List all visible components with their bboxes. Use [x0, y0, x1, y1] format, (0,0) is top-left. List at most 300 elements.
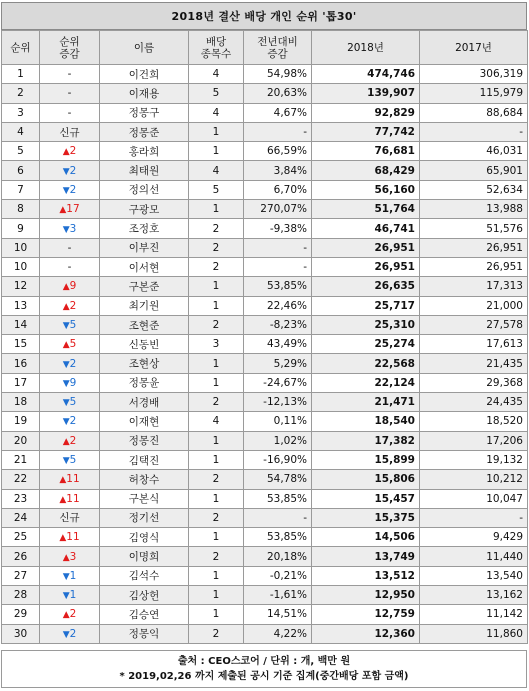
- stock-count-cell: [189, 65, 244, 84]
- amount-2017-value: 11,440: [486, 550, 523, 563]
- table-row: [2, 65, 528, 84]
- stock-count-value: 1: [212, 376, 220, 389]
- rank-change-cell: [40, 238, 100, 257]
- yoy-change-value: 14,51%: [266, 608, 307, 621]
- stock-count-cell: [189, 335, 244, 354]
- name-cell: [100, 84, 189, 103]
- amount-2017-cell: [420, 142, 528, 161]
- stock-count-cell: [189, 180, 244, 199]
- header-stocks-label: 배당 종목수: [200, 35, 232, 60]
- yoy-change-cell: [244, 180, 312, 199]
- yoy-change-value: 270,07%: [260, 203, 307, 216]
- amount-2017-cell: [420, 315, 528, 334]
- table-body: [2, 65, 528, 644]
- up-arrow-icon: ▲: [59, 475, 67, 486]
- name-cell: [100, 200, 189, 219]
- stock-count-value: 2: [212, 222, 220, 235]
- rank-value: 10: [13, 241, 28, 254]
- amount-2018-cell: [312, 277, 420, 296]
- yoy-change-value: 20,18%: [266, 550, 307, 563]
- stock-count-value: 2: [212, 241, 220, 254]
- yoy-change-cell: [244, 238, 312, 257]
- name-value: 김상헌: [128, 589, 160, 602]
- yoy-change-cell: [244, 470, 312, 489]
- amount-2017-cell: [420, 605, 528, 624]
- rank-cell: [2, 528, 40, 547]
- amount-2018-value: 26,635: [374, 280, 415, 293]
- rank-change-cell: [40, 277, 100, 296]
- amount-2017-value: 88,684: [486, 106, 523, 119]
- rank-change-cell: [40, 315, 100, 334]
- stock-count-value: 5: [212, 87, 220, 100]
- yoy-change-value: -: [303, 261, 307, 274]
- up-arrow-icon: ▲: [59, 205, 67, 216]
- amount-2018-cell: [312, 315, 420, 334]
- yoy-change-value: 54,78%: [266, 473, 307, 486]
- rank-cell: [2, 508, 40, 527]
- down-arrow-icon: ▼: [62, 591, 70, 602]
- name-value: 이건희: [128, 68, 160, 81]
- table-row: [2, 566, 528, 585]
- stock-count-cell: [189, 122, 244, 141]
- amount-2018-value: 51,764: [374, 203, 415, 216]
- stock-count-cell: [189, 624, 244, 643]
- amount-2018-value: 15,806: [374, 473, 415, 486]
- amount-2017-value: 65,901: [486, 164, 523, 177]
- stock-count-value: 1: [212, 434, 220, 447]
- rank-change-value: 2: [69, 357, 77, 370]
- rank-change-value: 1: [69, 589, 77, 602]
- yoy-change-cell: [244, 354, 312, 373]
- rank-change-cell: [40, 65, 100, 84]
- amount-2017-value: 26,951: [486, 241, 523, 254]
- amount-2017-cell: [420, 508, 528, 527]
- amount-2017-value: 21,435: [486, 357, 523, 370]
- amount-2018-value: 13,512: [374, 569, 415, 582]
- table-row: [2, 315, 528, 334]
- rank-change-cell: [40, 624, 100, 643]
- stock-count-cell: [189, 431, 244, 450]
- rank-value: 16: [13, 357, 28, 370]
- stock-count-cell: [189, 373, 244, 392]
- amount-2018-cell: [312, 103, 420, 122]
- stock-count-value: 1: [212, 357, 220, 370]
- name-value: 이서현: [128, 261, 160, 274]
- stock-count-cell: [189, 161, 244, 180]
- amount-2018-cell: [312, 412, 420, 431]
- amount-2017-value: -: [519, 511, 523, 524]
- yoy-change-value: -12,13%: [263, 396, 307, 409]
- name-cell: [100, 335, 189, 354]
- stock-count-cell: [189, 508, 244, 527]
- rank-cell: [2, 65, 40, 84]
- rank-change-cell: [40, 470, 100, 489]
- table-row: [2, 624, 528, 643]
- rank-change-cell: [40, 566, 100, 585]
- yoy-change-value: -9,38%: [269, 222, 307, 235]
- amount-2017-cell: [420, 431, 528, 450]
- rank-cell: [2, 84, 40, 103]
- table-row: [2, 277, 528, 296]
- table-row: [2, 257, 528, 276]
- amount-2017-cell: [420, 566, 528, 585]
- stock-count-cell: [189, 315, 244, 334]
- amount-2018-cell: [312, 142, 420, 161]
- name-cell: [100, 489, 189, 508]
- rank-value: 19: [13, 415, 28, 428]
- yoy-change-cell: [244, 586, 312, 605]
- amount-2018-cell: [312, 508, 420, 527]
- rank-change-value: 11: [66, 473, 80, 486]
- amount-2017-value: 306,319: [479, 68, 523, 81]
- stock-count-value: 1: [212, 454, 220, 467]
- rank-change-value: 2: [69, 608, 77, 621]
- stock-count-cell: [189, 393, 244, 412]
- amount-2018-value: 13,749: [374, 550, 415, 563]
- amount-2017-value: 10,212: [486, 473, 523, 486]
- name-cell: [100, 122, 189, 141]
- header-stocks: [189, 31, 244, 65]
- up-arrow-icon: ▲: [62, 610, 70, 621]
- down-arrow-icon: ▼: [62, 398, 70, 409]
- rank-value: 10: [13, 261, 28, 274]
- name-cell: [100, 219, 189, 238]
- rank-change-value: 3: [69, 222, 77, 235]
- yoy-change-cell: [244, 624, 312, 643]
- down-arrow-icon: ▼: [62, 224, 70, 235]
- table-row: [2, 470, 528, 489]
- yoy-change-value: -: [303, 241, 307, 254]
- table-title: 2018년 결산 배당 개인 순위 '톱30': [1, 2, 527, 30]
- rank-value: 21: [13, 454, 28, 467]
- amount-2018-cell: [312, 84, 420, 103]
- amount-2017-value: 17,613: [486, 338, 523, 351]
- table-row: [2, 296, 528, 315]
- rank-value: 18: [13, 396, 28, 409]
- table-row: [2, 354, 528, 373]
- table-row: [2, 219, 528, 238]
- rank-change-cell: [40, 200, 100, 219]
- amount-2018-cell: [312, 431, 420, 450]
- name-cell: [100, 547, 189, 566]
- amount-2018-cell: [312, 489, 420, 508]
- amount-2018-value: 22,568: [374, 357, 415, 370]
- stock-count-value: 2: [212, 261, 220, 274]
- rank-cell: [2, 161, 40, 180]
- amount-2018-value: 15,375: [374, 511, 415, 524]
- stock-count-value: 1: [212, 569, 220, 582]
- yoy-change-value: 53,85%: [266, 492, 307, 505]
- stock-count-cell: [189, 296, 244, 315]
- stock-count-value: 2: [212, 319, 220, 331]
- stock-count-cell: [189, 219, 244, 238]
- stock-count-cell: [189, 103, 244, 122]
- rank-cell: [2, 200, 40, 219]
- header-2018: [312, 31, 420, 65]
- header-rank-label: 순위: [10, 41, 31, 54]
- amount-2017-value: 13,988: [486, 203, 523, 216]
- yoy-change-cell: [244, 489, 312, 508]
- name-value: 정몽윤: [128, 377, 160, 390]
- yoy-change-cell: [244, 315, 312, 334]
- rank-change-value: 5: [69, 396, 77, 409]
- rank-cell: [2, 470, 40, 489]
- yoy-change-cell: [244, 605, 312, 624]
- name-value: 정의선: [128, 184, 160, 197]
- rank-change-cell: [40, 586, 100, 605]
- rank-value: 17: [13, 376, 28, 389]
- yoy-change-value: -1,61%: [269, 589, 307, 602]
- name-value: 김택진: [128, 454, 160, 467]
- table-row: [2, 373, 528, 392]
- amount-2017-value: 10,047: [486, 492, 523, 505]
- amount-2018-cell: [312, 373, 420, 392]
- amount-2017-value: 17,313: [486, 280, 523, 293]
- yoy-change-value: 6,70%: [273, 183, 307, 196]
- rank-change-value: 9: [69, 376, 77, 389]
- amount-2018-cell: [312, 354, 420, 373]
- yoy-change-value: 4,22%: [273, 627, 307, 640]
- rank-cell: [2, 431, 40, 450]
- table-row: [2, 431, 528, 450]
- stock-count-value: 4: [212, 415, 220, 428]
- name-value: 구본식: [128, 493, 160, 506]
- down-arrow-icon: ▼: [62, 321, 70, 331]
- stock-count-value: 2: [212, 511, 220, 524]
- up-arrow-icon: ▲: [62, 147, 70, 158]
- rank-change-value: 17: [66, 203, 80, 216]
- yoy-change-value: 53,85%: [266, 280, 307, 293]
- rank-change-value: -: [67, 87, 72, 100]
- name-value: 이재용: [128, 87, 160, 100]
- up-arrow-icon: ▲: [59, 494, 67, 505]
- name-value: 최태원: [128, 165, 160, 178]
- rank-cell: [2, 103, 40, 122]
- amount-2017-cell: [420, 103, 528, 122]
- stock-count-cell: [189, 412, 244, 431]
- rank-value: 23: [13, 492, 28, 505]
- footnote: [1, 650, 527, 688]
- name-cell: [100, 296, 189, 315]
- yoy-change-value: -: [303, 511, 307, 524]
- amount-2017-cell: [420, 489, 528, 508]
- rank-change-value: -: [67, 68, 72, 81]
- up-arrow-icon: ▲: [62, 436, 70, 447]
- name-cell: [100, 528, 189, 547]
- amount-2018-cell: [312, 200, 420, 219]
- stock-count-cell: [189, 450, 244, 469]
- amount-2018-value: 25,717: [374, 299, 415, 312]
- name-value: 신동빈: [128, 338, 160, 351]
- table-row: [2, 393, 528, 412]
- header-2017: [420, 31, 528, 65]
- rank-change-cell: [40, 393, 100, 412]
- amount-2017-cell: [420, 122, 528, 141]
- yoy-change-value: -0,21%: [269, 569, 307, 582]
- rank-change-value: 1: [69, 569, 77, 582]
- up-arrow-icon: ▲: [62, 340, 70, 351]
- rank-change-cell: [40, 219, 100, 238]
- amount-2017-cell: [420, 624, 528, 643]
- stock-count-cell: [189, 257, 244, 276]
- header-yoy-label: 전년대비 증감: [257, 35, 298, 60]
- amount-2018-cell: [312, 528, 420, 547]
- amount-2018-cell: [312, 161, 420, 180]
- rank-change-value: 2: [69, 164, 77, 177]
- table-row: [2, 508, 528, 527]
- header-row: [2, 31, 528, 65]
- rank-change-value: -: [67, 241, 72, 254]
- amount-2017-value: 18,520: [486, 415, 523, 428]
- amount-2017-cell: [420, 65, 528, 84]
- amount-2018-value: 25,274: [374, 338, 415, 351]
- rank-change-value: 2: [69, 415, 77, 428]
- rank-change-value: 2: [69, 627, 77, 640]
- amount-2018-cell: [312, 65, 420, 84]
- rank-change-value: 신규: [59, 126, 80, 139]
- amount-2018-cell: [312, 547, 420, 566]
- name-value: 정기선: [128, 512, 160, 525]
- name-value: 조현준: [128, 319, 160, 332]
- yoy-change-value: 53,85%: [266, 531, 307, 544]
- rank-change-cell: [40, 605, 100, 624]
- stock-count-cell: [189, 605, 244, 624]
- footnote-source: 출처 : CEO스코어 / 단위 : 개, 백만 원: [177, 656, 351, 667]
- stock-count-value: 1: [212, 126, 220, 139]
- yoy-change-value: -16,90%: [263, 454, 307, 467]
- yoy-change-value: 1,02%: [273, 434, 307, 447]
- stock-count-cell: [189, 354, 244, 373]
- rank-value: 26: [13, 550, 28, 563]
- amount-2018-value: 56,160: [374, 183, 415, 196]
- rank-change-cell: [40, 142, 100, 161]
- header-yoy: [244, 31, 312, 65]
- yoy-change-cell: [244, 393, 312, 412]
- rank-value: 24: [13, 511, 28, 524]
- name-cell: [100, 450, 189, 469]
- down-arrow-icon: ▼: [62, 629, 70, 640]
- stock-count-value: 2: [212, 396, 220, 409]
- amount-2018-value: 26,951: [374, 261, 415, 274]
- table-row: [2, 528, 528, 547]
- footnote-basis: * 2019,02,26 까지 제출된 공시 기준 집계(중간배당 포함 금액): [119, 671, 409, 682]
- down-arrow-icon: ▼: [62, 456, 70, 467]
- stock-count-value: 1: [212, 531, 220, 544]
- amount-2017-cell: [420, 470, 528, 489]
- amount-2018-value: 15,899: [374, 454, 415, 467]
- amount-2017-cell: [420, 257, 528, 276]
- rank-value: 20: [13, 434, 28, 447]
- amount-2018-value: 18,540: [374, 415, 415, 428]
- rank-change-cell: [40, 335, 100, 354]
- rank-value: 27: [13, 569, 28, 582]
- rank-cell: [2, 373, 40, 392]
- header-2017-label: 2017년: [455, 41, 492, 54]
- rank-change-cell: [40, 257, 100, 276]
- stock-count-cell: [189, 470, 244, 489]
- amount-2018-value: 12,759: [374, 608, 415, 621]
- amount-2018-value: 12,950: [374, 589, 415, 602]
- yoy-change-cell: [244, 373, 312, 392]
- rank-cell: [2, 450, 40, 469]
- name-cell: [100, 393, 189, 412]
- yoy-change-cell: [244, 122, 312, 141]
- yoy-change-cell: [244, 450, 312, 469]
- rank-change-cell: [40, 161, 100, 180]
- name-value: 김승연: [128, 608, 160, 621]
- name-value: 서경배: [128, 396, 160, 409]
- rank-change-value: 3: [69, 550, 77, 563]
- name-value: 김석수: [128, 570, 160, 583]
- stock-count-cell: [189, 142, 244, 161]
- name-value: 이부진: [128, 242, 160, 255]
- yoy-change-cell: [244, 103, 312, 122]
- amount-2017-cell: [420, 393, 528, 412]
- rank-cell: [2, 547, 40, 566]
- amount-2018-cell: [312, 122, 420, 141]
- rank-change-value: 11: [66, 492, 80, 505]
- amount-2017-value: 51,576: [486, 222, 523, 235]
- name-cell: [100, 470, 189, 489]
- rank-change-value: 11: [66, 531, 80, 544]
- rank-change-cell: [40, 508, 100, 527]
- yoy-change-cell: [244, 547, 312, 566]
- table-row: [2, 586, 528, 605]
- stock-count-value: 1: [212, 589, 220, 602]
- rank-value: 25: [13, 531, 28, 544]
- name-cell: [100, 238, 189, 257]
- stock-count-value: 4: [212, 164, 220, 177]
- amount-2018-cell: [312, 219, 420, 238]
- name-cell: [100, 65, 189, 84]
- amount-2017-cell: [420, 238, 528, 257]
- rank-change-value: 5: [69, 319, 77, 331]
- rank-value: 28: [13, 589, 28, 602]
- rank-change-cell: [40, 103, 100, 122]
- name-cell: [100, 624, 189, 643]
- rank-change-cell: [40, 373, 100, 392]
- rank-cell: [2, 489, 40, 508]
- amount-2017-value: 46,031: [486, 145, 523, 158]
- yoy-change-value: 66,59%: [266, 145, 307, 158]
- amount-2018-value: 77,742: [374, 126, 415, 139]
- name-value: 구본준: [128, 280, 160, 293]
- stock-count-value: 1: [212, 145, 220, 158]
- table-row: [2, 84, 528, 103]
- table-row: [2, 450, 528, 469]
- stock-count-value: 3: [212, 338, 220, 351]
- stock-count-cell: [189, 489, 244, 508]
- down-arrow-icon: ▼: [62, 571, 70, 582]
- yoy-change-cell: [244, 219, 312, 238]
- rank-cell: [2, 238, 40, 257]
- stock-count-cell: [189, 586, 244, 605]
- rank-cell: [2, 605, 40, 624]
- name-value: 최기원: [128, 300, 160, 313]
- stock-count-value: 4: [212, 106, 220, 119]
- amount-2017-value: 24,435: [486, 396, 523, 409]
- rank-cell: [2, 122, 40, 141]
- rank-change-value: -: [67, 106, 72, 119]
- rank-cell: [2, 296, 40, 315]
- amount-2017-value: 13,540: [486, 569, 523, 582]
- amount-2018-value: 17,382: [374, 434, 415, 447]
- rank-change-value: 2: [69, 145, 77, 158]
- down-arrow-icon: ▼: [62, 378, 70, 389]
- rank-value: 13: [13, 299, 28, 312]
- amount-2018-cell: [312, 586, 420, 605]
- rank-cell: [2, 180, 40, 199]
